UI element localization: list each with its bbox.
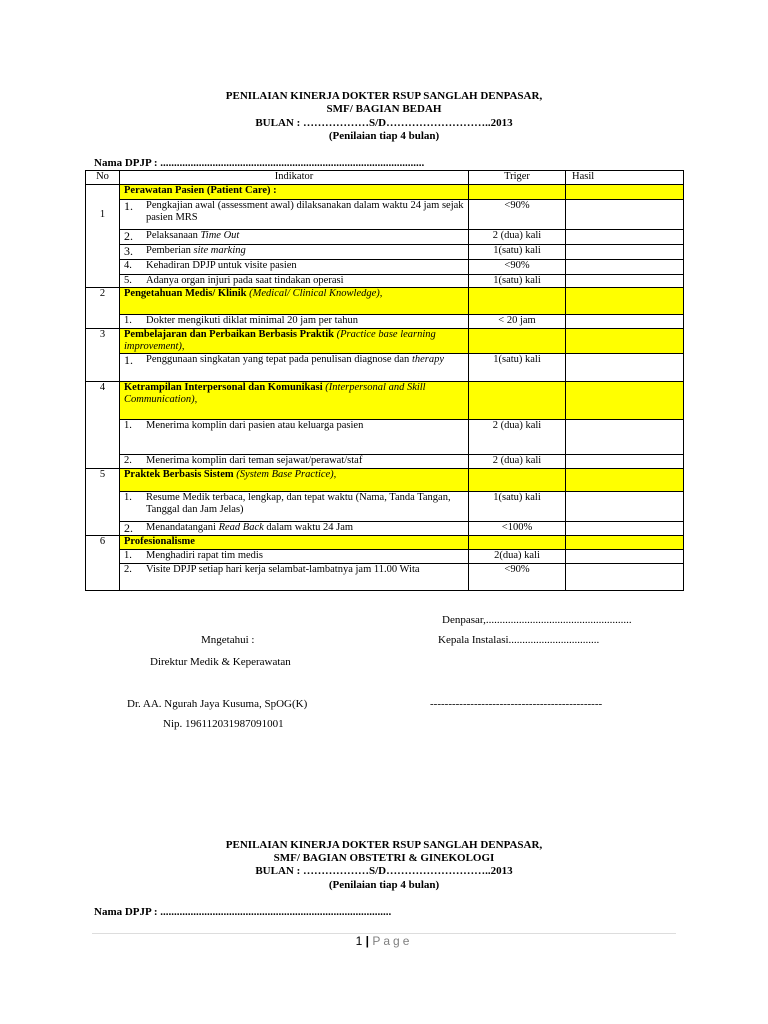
- section-title: Ketrampilan Interpersonal dan Komunikasi (Interpersonal and Skill Communication),: [120, 382, 469, 420]
- section-title: Perawatan Pasien (Patient Care) :: [120, 185, 469, 200]
- header-triger: Triger: [469, 171, 566, 185]
- doc-note-2: (Penilaian tiap 4 bulan): [328, 879, 440, 891]
- table-row: 1. Penggunaan singkatan yang tepat pada penulisan diagnose dan therapy 1(satu) kali: [86, 354, 684, 382]
- section-row: [86, 288, 684, 315]
- indicator-text: Resume Medik terbaca, lengkap, dan tepat waktu (Nama, Tanda Tangan, Tanggal dan Jam Jelas): [146, 492, 451, 515]
- result-cell[interactable]: [566, 564, 684, 591]
- header-no: No: [86, 171, 120, 185]
- table-row: 4. Kehadiran DPJP untuk visite pasien <90%: [86, 260, 684, 275]
- result-cell[interactable]: [566, 260, 684, 275]
- section-number: 6: [86, 536, 120, 591]
- table-row: 2. Menerima komplin dari teman sejawat/perawat/staf 2 (dua) kali: [86, 455, 684, 469]
- trigger-value: <90%: [469, 200, 566, 230]
- table-row: 3. Pemberian site marking 1(satu) kali: [86, 245, 684, 260]
- section-number: 3: [86, 329, 120, 382]
- nama-dpjp-field-2: Nama DPJP : ....................................................................................: [94, 906, 392, 918]
- trigger-value: < 20 jam: [469, 315, 566, 329]
- signature-director-title: Direktur Medik & Keperawatan: [150, 656, 291, 668]
- page-number: 1: [355, 934, 363, 948]
- table-row: 1. Dokter mengikuti diklat minimal 20 jam per tahun < 20 jam: [86, 315, 684, 329]
- result-cell[interactable]: [566, 245, 684, 260]
- section-number: 2: [86, 288, 120, 329]
- result-cell[interactable]: [566, 550, 684, 564]
- result-cell[interactable]: [566, 315, 684, 329]
- indicator-text: Menandatangani Read Back dalam waktu 24 Jam: [146, 522, 354, 533]
- section-row: [86, 329, 684, 354]
- trigger-value: 2 (dua) kali: [469, 420, 566, 455]
- table-row: 1. Menghadiri rapat tim medis 2(dua) kali: [86, 550, 684, 564]
- table-row: 1. Pengkajian awal (assessment awal) dilaksanakan dalam waktu 24 jam sejak pasien MRS <90%: [86, 200, 684, 230]
- section-number: 5: [86, 469, 120, 536]
- trigger-value: <90%: [469, 260, 566, 275]
- result-cell[interactable]: [566, 275, 684, 288]
- indicator-text: Adanya organ injuri pada saat tindakan operasi: [146, 275, 344, 286]
- trigger-value: <100%: [469, 522, 566, 536]
- section-number: 1: [86, 185, 120, 288]
- trigger-value: 2(dua) kali: [469, 550, 566, 564]
- result-cell[interactable]: [566, 492, 684, 522]
- indicator-text: Menghadiri rapat tim medis: [146, 550, 263, 561]
- section-title: Pembelajaran dan Perbaikan Berbasis Praktik (Practice base learning improvement),: [120, 329, 469, 354]
- signature-kepala-instalasi: Kepala Instalasi.................................: [438, 634, 600, 646]
- indicator-text: Pengkajian awal (assessment awal) dilaksanakan dalam waktu 24 jam sejak pasien MRS: [146, 200, 464, 223]
- indicator-text: Kehadiran DPJP untuk visite pasien: [146, 260, 297, 271]
- section-row: [86, 536, 684, 550]
- signature-place-date: Denpasar,.....................................................: [442, 614, 632, 626]
- indicator-text: Pelaksanaan Time Out: [146, 230, 240, 241]
- table-header-row: [86, 171, 684, 185]
- trigger-value: <90%: [469, 564, 566, 591]
- page-label: Page: [372, 934, 413, 948]
- trigger-value: 1(satu) kali: [469, 245, 566, 260]
- assessment-table: [85, 170, 684, 591]
- indicator-text: Menerima komplin dari pasien atau keluarga pasien: [146, 420, 364, 431]
- doc-title-2: PENILAIAN KINERJA DOKTER RSUP SANGLAH DENPASAR,: [225, 839, 543, 851]
- section-row: [86, 382, 684, 420]
- doc-subtitle-1: SMF/ BAGIAN BEDAH: [326, 103, 442, 115]
- nama-dpjp-field: Nama DPJP : ................................................................................................: [94, 157, 425, 169]
- indicator-text: Visite DPJP setiap hari kerja selambat-lambatnya jam 11.00 Wita: [146, 564, 420, 575]
- table-row: 2. Pelaksanaan Time Out 2 (dua) kali: [86, 230, 684, 245]
- trigger-value: 2 (dua) kali: [469, 455, 566, 469]
- table-row: 1. Menerima komplin dari pasien atau keluarga pasien 2 (dua) kali: [86, 420, 684, 455]
- page-footer: 1 | Page: [355, 934, 413, 948]
- table-row: 1. Resume Medik terbaca, lengkap, dan tepat waktu (Nama, Tanda Tangan, Tanggal dan Jam Jelas) 1(satu) kali: [86, 492, 684, 522]
- signature-line: -----------------------------------------------: [430, 698, 603, 710]
- indicator-text: Pemberian site marking: [146, 245, 246, 256]
- table-row: 2. Visite DPJP setiap hari kerja selambat-lambatnya jam 11.00 Wita <90%: [86, 564, 684, 591]
- doc-note-1: (Penilaian tiap 4 bulan): [328, 130, 440, 142]
- trigger-value: 1(satu) kali: [469, 492, 566, 522]
- result-cell[interactable]: [566, 200, 684, 230]
- trigger-value: 2 (dua) kali: [469, 230, 566, 245]
- trigger-value: 1(satu) kali: [469, 275, 566, 288]
- section-title: Praktek Berbasis Sistem (System Base Practice),: [120, 469, 469, 492]
- section-row: [86, 469, 684, 492]
- indicator-text: Menerima komplin dari teman sejawat/perawat/staf: [146, 455, 363, 466]
- section-title: Pengetahuan Medis/ Klinik (Medical/ Clinical Knowledge),: [120, 288, 469, 315]
- header-indikator: Indikator: [120, 171, 469, 185]
- signature-director-name: Dr. AA. Ngurah Jaya Kusuma, SpOG(K): [127, 698, 308, 710]
- result-cell[interactable]: [566, 354, 684, 382]
- table-row: 2. Menandatangani Read Back dalam waktu 24 Jam <100%: [86, 522, 684, 536]
- indicator-text: Dokter mengikuti diklat minimal 20 jam per tahun: [146, 315, 358, 326]
- section-number: 4: [86, 382, 120, 469]
- indicator-text: Penggunaan singkatan yang tepat pada penulisan diagnose dan therapy: [146, 354, 445, 365]
- result-cell[interactable]: [566, 455, 684, 469]
- result-cell[interactable]: [566, 230, 684, 245]
- doc-period-1: BULAN : ………………S/D………………………..2013: [255, 117, 513, 129]
- signature-acknowledged: Mngetahui :: [201, 634, 255, 646]
- result-cell[interactable]: [566, 522, 684, 536]
- signature-nip: Nip. 196112031987091001: [163, 718, 284, 730]
- table-row: 5. Adanya organ injuri pada saat tindakan operasi 1(satu) kali: [86, 275, 684, 288]
- trigger-value: 1(satu) kali: [469, 354, 566, 382]
- doc-period-2: BULAN : ………………S/D………………………..2013: [255, 865, 513, 877]
- result-cell[interactable]: [566, 420, 684, 455]
- doc-subtitle-2: SMF/ BAGIAN OBSTETRI & GINEKOLOGI: [273, 852, 495, 864]
- header-hasil: Hasil: [566, 171, 684, 185]
- section-row: [86, 185, 684, 200]
- doc-title-1: PENILAIAN KINERJA DOKTER RSUP SANGLAH DENPASAR,: [225, 90, 543, 102]
- section-title: Profesionalisme: [120, 536, 469, 550]
